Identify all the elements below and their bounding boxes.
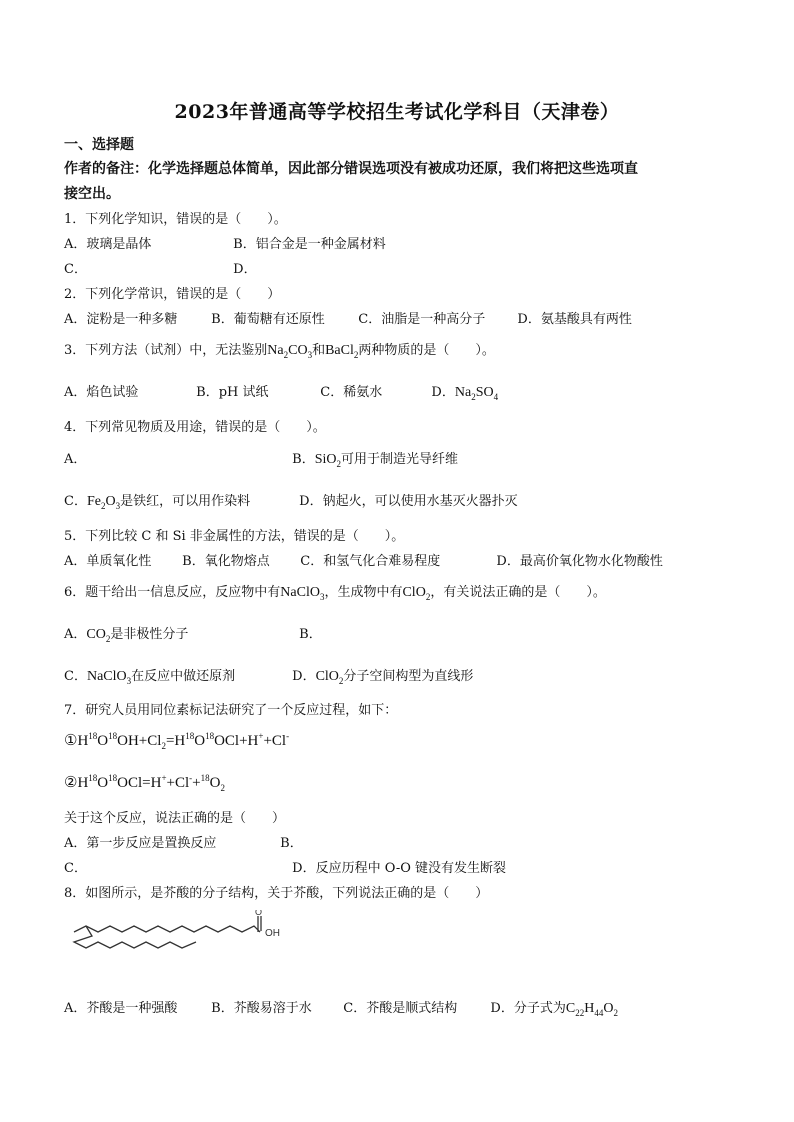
q4-b-f: SiO (314, 452, 337, 467)
q6-f1: NaClO (280, 585, 320, 600)
q8-d-s3: 2 (613, 1007, 618, 1018)
q2-option-d: D．氨基酸具有两性 (517, 312, 632, 327)
hydroxyl-label: OH (265, 928, 280, 939)
author-note-line1: 作者的备注：化学选择题总体简单，因此部分错误选项没有被成功还原，我们将把这些选项直 (64, 161, 638, 177)
q6-c-pre: C． (64, 669, 87, 684)
q4-b-post: 可用于制造光导纤维 (341, 452, 459, 467)
q6-stem-pre: 6．题干给出一信息反应，反应物中有 (64, 585, 281, 600)
q4-b-formula (315, 452, 341, 467)
q6-options-row2 (64, 665, 473, 686)
q6-option-d (292, 665, 473, 686)
q6-d-pre: D． (292, 669, 316, 684)
q1-option-a: A．玻璃是晶体 (64, 237, 152, 252)
q3-d-s1: 2 (471, 391, 476, 402)
q3-f1: Na (267, 343, 284, 358)
q3-option-c: C．稀氨水 (320, 385, 383, 400)
q2-stem: 2．下列化学常识，错误的是（ ） (64, 287, 281, 302)
q6-option-b: B． (299, 627, 322, 642)
q6-formula-clo2 (402, 585, 430, 600)
q4-options-row1 (64, 448, 458, 469)
q5-option-c: C．和氢气化合难易程度 (300, 554, 441, 569)
q7-options-row2 (64, 857, 506, 876)
q3-option-b: B．pH 试纸 (196, 385, 269, 400)
q2-option-b: B．葡萄糖有还原性 (211, 312, 325, 327)
q3-mid: 和 (312, 343, 326, 358)
q6-d-post: 分子空间构型为直线形 (343, 669, 474, 684)
q3-stem (64, 339, 495, 360)
q3-f2-sub: 2 (353, 349, 359, 360)
q4-c-pre: C． (64, 494, 87, 509)
q7-equation-1: $①H^{18}O^{18}OH+Cl_2=H^{18}O^{18}OCl+H^++Cl^-$ (64, 731, 290, 751)
q3-formula-na2co3 (267, 343, 312, 358)
page-title: 2023年普通高等学校招生考试化学科目（天津卷） (174, 101, 620, 123)
q8-stem: 8．如图所示，是芥酸的分子结构，关于芥酸，下列说法正确的是（ ） (64, 886, 489, 901)
q3-formula-bacl2 (325, 343, 358, 358)
q8-d-s2: 44 (594, 1007, 604, 1018)
q7-options-row1 (64, 832, 303, 851)
q8-option-a: A．芥酸是一种强酸 (64, 1001, 178, 1016)
q6-a-formula (86, 627, 110, 642)
q4-option-b (292, 448, 458, 469)
q3-option-d (431, 381, 498, 402)
q6-a-post: 是非极性分子 (110, 627, 189, 642)
q8-d-f: C (565, 1001, 576, 1016)
q6-c-s: 3 (126, 675, 132, 686)
q4-b-pre: B． (292, 452, 315, 467)
q6-stem-post: ，有关说法正确的是（ ）。 (430, 585, 606, 600)
q6-option-a (64, 623, 295, 644)
q3-option-a: A．焰色试验 (64, 385, 139, 400)
q8-options (64, 997, 618, 1018)
q4-option-a: A． (64, 452, 87, 467)
q8-d-f3: O (603, 1001, 614, 1016)
q8-d-pre: D．分子式为 (490, 1001, 566, 1016)
q5-option-b: B．氧化物熔点 (182, 554, 270, 569)
q6-a-pre: A． (64, 627, 87, 642)
q2-option-a: A．淀粉是一种多糖 (64, 312, 178, 327)
q3-d-formula (455, 385, 498, 400)
q5-options (64, 550, 663, 569)
q7-option-c: C． (64, 861, 87, 876)
q3-f2: BaCl (325, 343, 354, 358)
q6-f2: ClO (402, 585, 426, 600)
q6-d-s: 2 (338, 675, 344, 686)
q1-option-b: B．铝合金是一种金属材料 (233, 237, 386, 252)
q6-mid: ，生成物中有 (324, 585, 403, 600)
q3-d-f: Na (454, 385, 472, 400)
q6-f2-sub: 2 (425, 591, 431, 602)
carbonyl-oxygen-label: O (255, 910, 263, 917)
q5-option-a: A．单质氧化性 (64, 554, 152, 569)
q8-option-b: B．芥酸易溶于水 (211, 1001, 312, 1016)
q6-option-c (64, 665, 288, 686)
q7-option-a: A．第一步反应是置换反应 (64, 836, 217, 851)
q4-option-d: D．钠起火，可以使用水基灭火器扑灭 (299, 494, 518, 509)
q1-options-row2 (64, 258, 257, 277)
q4-option-c (64, 490, 295, 511)
q6-a-s: 2 (105, 633, 111, 644)
section-heading: 一、选择题 (64, 137, 134, 153)
q7-option-b: B． (280, 836, 303, 851)
q7-eq1-marker: ① (64, 733, 78, 749)
q8-option-d (490, 997, 618, 1018)
q6-stem (64, 581, 606, 602)
q2-options (64, 308, 632, 327)
q4-c-s1: 2 (100, 500, 106, 511)
q7-eq2-marker: ② (64, 775, 78, 791)
q7-after: 关于这个反应，说法正确的是（ ） (64, 811, 286, 826)
q3-f1-sub1: 2 (283, 349, 289, 360)
q3-stem-post: 两种物质的是（ ）。 (358, 343, 495, 358)
q2-option-c: C．油脂是一种高分子 (358, 312, 486, 327)
q6-d-formula (316, 669, 344, 684)
q3-d-f2: SO (475, 385, 494, 400)
q3-d-pre: D． (431, 385, 455, 400)
q3-stem-pre: 3．下列方法（试剂）中，无法鉴别 (64, 343, 268, 358)
q8-d-s1: 22 (575, 1007, 585, 1018)
q3-options (64, 381, 498, 402)
q5-option-d: D．最高价氧化物水化物酸性 (496, 554, 663, 569)
q4-stem: 4．下列常见物质及用途，错误的是（ ）。 (64, 420, 326, 435)
q8-d-f2: H (584, 1001, 595, 1016)
q4-c-f: Fe (86, 494, 101, 509)
q6-c-f: NaClO (86, 669, 127, 684)
q7-option-d: D．反应历程中 O-O 键没有发生断裂 (292, 861, 507, 876)
q3-f1-b: CO (288, 343, 308, 358)
q4-c-formula (87, 494, 120, 509)
q6-c-formula (87, 669, 131, 684)
q4-options-row2 (64, 490, 518, 511)
erucic-acid-upper-chain (74, 926, 260, 932)
q4-c-f2: O (105, 494, 116, 509)
q6-f1-sub: 3 (319, 591, 325, 602)
q4-c-post: 是铁红，可以用作染料 (120, 494, 251, 509)
q7-equation-2: $②H^{18}O^{18}OCl=H^++Cl^-+^{18}O_2$ (64, 773, 225, 793)
q5-stem: 5．下列比较 C 和 Si 非金属性的方法，错误的是（ ）。 (64, 529, 405, 544)
q3-d-s2: 4 (493, 391, 499, 402)
q1-option-d: D． (233, 262, 257, 277)
q8-d-formula (566, 1001, 618, 1016)
q8-option-c: C．芥酸是顺式结构 (343, 1001, 458, 1016)
q6-a-f: CO (86, 627, 106, 642)
erucic-acid-structure (70, 910, 310, 970)
q6-d-f: ClO (315, 669, 339, 684)
q1-options-row1 (64, 233, 386, 252)
q1-stem: 1．下列化学知识，错误的是（ ）。 (64, 212, 287, 227)
q4-b-s: 2 (336, 458, 341, 469)
author-note-line2: 接空出。 (64, 186, 120, 202)
q4-c-s2: 3 (115, 500, 121, 511)
q7-stem: 7．研究人员用同位素标记法研究了一个反应过程，如下： (64, 703, 398, 718)
q6-c-post: 在反应中做还原剂 (131, 669, 236, 684)
q6-options-row1 (64, 623, 322, 644)
q3-f1-sub2: 3 (307, 349, 313, 360)
q1-option-c: C． (64, 262, 87, 277)
q6-formula-naclo3 (280, 585, 324, 600)
